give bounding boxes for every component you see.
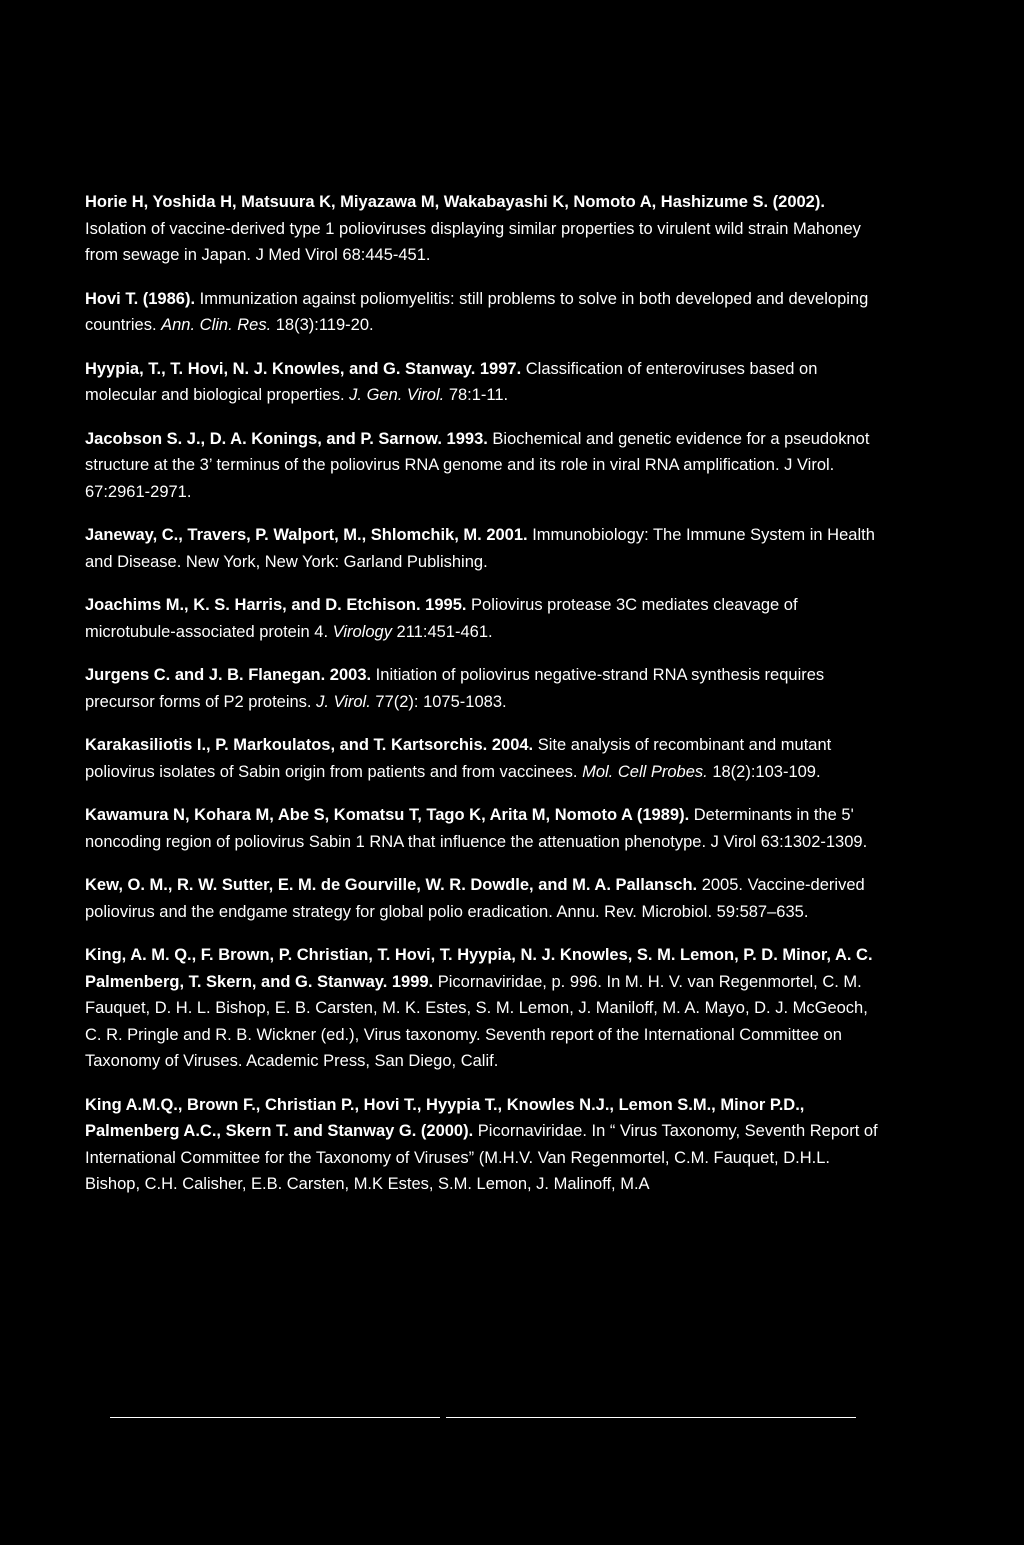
reference-text: Poliovirus protease 3C mediates cleavage of microtubule-associated protein 4.	[85, 596, 798, 641]
reference-entry	[85, 356, 885, 409]
reference-text: Classification of enteroviruses based on molecular and biological properties.	[85, 359, 818, 404]
reference-entry	[85, 592, 885, 645]
reference-citation: 211:451-461.	[391, 622, 493, 641]
reference-text: 2005. Vaccine-derived poliovirus and the endgame strategy for global polio eradication. Annu. Rev. Microbiol. 59:587–635.	[85, 876, 865, 921]
reference-authors: Janeway, C., Travers, P. Walport, M., Shlomchik, M. 2001.	[85, 526, 528, 544]
reference-journal: Virology	[332, 622, 392, 641]
reference-list	[85, 189, 885, 1215]
reference-authors: Jacobson S. J., D. A. Konings, and P. Sarnow. 1993.	[85, 429, 488, 448]
reference-authors: Kew, O. M., R. W. Sutter, E. M. de Gourville, W. R. Dowdle, and M. A. Pallansch.	[85, 876, 698, 894]
reference-authors: Karakasiliotis I., P. Markoulatos, and T. Kartsorchis. 2004.	[85, 736, 534, 754]
reference-entry	[85, 872, 885, 925]
reference-entry	[85, 1092, 885, 1198]
reference-entry	[85, 522, 885, 575]
reference-journal: J. Gen. Virol.	[349, 386, 445, 404]
reference-text: Determinants in the 5' noncoding region of poliovirus Sabin 1 RNA that influence the attenuation phenotype. J Virol 63:1302-1309.	[85, 806, 868, 851]
reference-citation: 78:1-11.	[444, 386, 509, 404]
reference-authors: King, A. M. Q., F. Brown, P. Christian, T. Hovi, T. Hyypia, N. J. Knowles, S. M. Lemon, P. D. Minor, A. C. Palmenberg, T. Skern, and G. Stanway. 1999.	[85, 946, 873, 991]
reference-text: Immunobiology: The Immune System in Health and Disease. New York, New York: Garland Publishing.	[85, 526, 875, 571]
reference-authors: Joachims M., K. S. Harris, and D. Etchison. 1995.	[85, 596, 467, 614]
reference-authors: Hyypia, T., T. Hovi, N. J. Knowles, and G. Stanway. 1997.	[85, 359, 522, 378]
reference-text: Picornaviridae, p. 996. In M. H. V. van Regenmortel, C. M. Fauquet, D. H. L. Bishop, E. B. Carsten, M. K. Estes, S. M. Lemon, J. Maniloff, M. A. Mayo, D. J. McGeoch, C. R. Pringle and R. B. Wickner (ed.), Virus taxonomy. Seventh report of the International Committee on Taxonomy of Viruses. Academic Press, San Diego, Calif.	[85, 972, 868, 1070]
reference-text: Biochemical and genetic evidence for a pseudoknot structure at the 3’ terminus of the poliovirus RNA genome and its role in viral RNA amplification. J Virol. 67:2961-2971.	[85, 429, 870, 501]
reference-citation: 18(3):119-20.	[271, 316, 374, 334]
reference-entry	[85, 942, 885, 1075]
footer-divider-left	[110, 1417, 440, 1418]
reference-text: Immunization against poliomyelitis: still problems to solve in both developed and developing countries.	[85, 289, 869, 334]
reference-journal: J. Virol.	[316, 692, 371, 711]
reference-authors: Kawamura N, Kohara M, Abe S, Komatsu T, Tago K, Arita M, Nomoto A (1989).	[85, 806, 690, 824]
reference-entry	[85, 662, 885, 715]
reference-text: Picornaviridae. In “ Virus Taxonomy, Seventh Report of International Committee for the Taxonomy of Viruses” (M.H.V. Van Regenmortel, C.M. Fauquet, D.H.L. Bishop, C.H. Calisher, E.B. Carsten, M.K Estes, S.M. Lemon, J. Malinoff, M.A	[85, 1122, 878, 1193]
reference-entry	[85, 732, 885, 785]
footer-divider-right	[446, 1417, 856, 1418]
reference-entry	[85, 189, 885, 269]
reference-text: Site analysis of recombinant and mutant poliovirus isolates of Sabin origin from patients and from vaccinees.	[85, 736, 832, 781]
reference-text: Isolation of vaccine-derived type 1 polioviruses displaying similar properties to virulent wild strain Mahoney from sewage in Japan. J Med Virol 68:445-451.	[85, 219, 861, 264]
reference-text: Initiation of poliovirus negative-strand RNA synthesis requires precursor forms of P2 proteins.	[85, 666, 825, 711]
reference-entry	[85, 426, 885, 506]
reference-entry	[85, 286, 885, 339]
reference-authors: Jurgens C. and J. B. Flanegan. 2003.	[85, 666, 372, 684]
reference-authors: Horie H, Yoshida H, Matsuura K, Miyazawa M, Wakabayashi K, Nomoto A, Hashizume S. (2002).	[85, 193, 825, 211]
reference-journal: Ann. Clin. Res.	[161, 316, 272, 334]
reference-authors: Hovi T. (1986).	[85, 289, 196, 308]
reference-authors: King A.M.Q., Brown F., Christian P., Hovi T., Hyypia T., Knowles N.J., Lemon S.M., Minor P.D., Palmenberg A.C., Skern T. and Stanway G. (2000).	[85, 1095, 805, 1140]
reference-citation: 77(2): 1075-1083.	[370, 692, 507, 711]
reference-entry	[85, 802, 885, 855]
reference-citation: 18(2):103-109.	[707, 762, 821, 781]
reference-journal: Mol. Cell Probes.	[582, 762, 708, 781]
